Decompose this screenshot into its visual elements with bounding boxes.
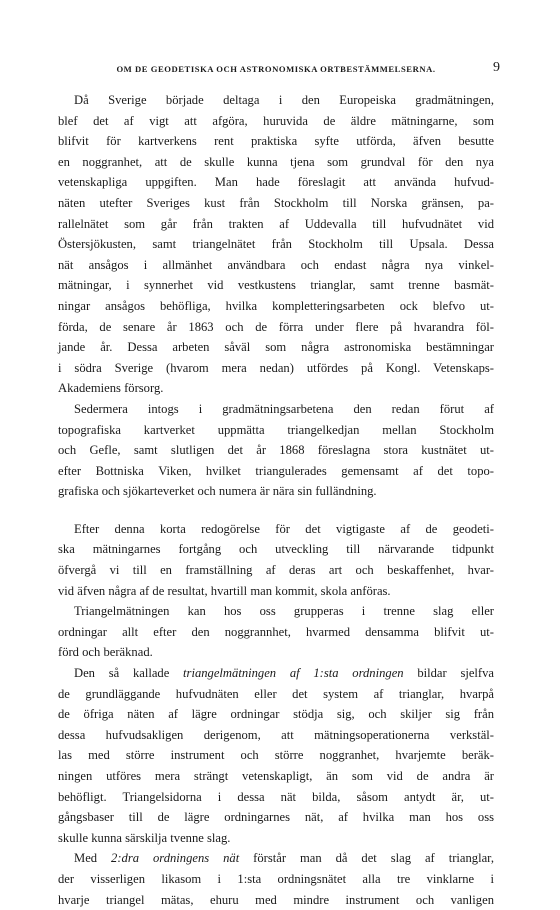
running-title: OM DE GEODETISKA OCH ASTRONOMISKA ORTBESTÄMMELSERNA.: [116, 64, 436, 74]
text-line: de öfriga näten af lägre ordningar stödja sig, och skiljer sig från: [58, 707, 494, 722]
text-line: förda, de senare år 1863 och de förra under flere på hvarandra föl-: [58, 319, 494, 334]
running-head: [58, 60, 500, 80]
text-line: grafiska och sjökarteverket och numera är nära sin fulländning.: [58, 484, 377, 499]
text-run: bildar sjelfva: [403, 666, 495, 681]
text-line: i södra Sverige (hvarom mera nedan) utfördes på Kongl. Vetenskaps-: [58, 360, 494, 375]
text-line: vetenskapliga uppgiften. Man hade föreslagit att använda hufvud-: [58, 175, 494, 190]
text-line: [58, 848, 494, 869]
text-line: och Gefle, samt slutligen det år 1868 föreslagna stora kustnätet ut-: [58, 443, 494, 458]
text-line: mätningar, i synnerhet vid vestkustens trianglar, samt trenne basmät-: [58, 278, 494, 293]
text-line: ska mätningarnes fortgång och utveckling till närvarande tidpunkt: [58, 542, 494, 557]
paragraph-6: [58, 848, 494, 910]
section-break: [58, 502, 494, 519]
paragraph-4: [58, 601, 494, 663]
text-line: jande år. Dessa arbeten såväl som några astronomiska bestämningar: [58, 340, 494, 355]
text-line: ningen utföres mera strängt vetenskapligt, än som vid de andra är: [58, 769, 494, 783]
text-line: efter Bottniska Viken, hvilket triangulerades gemensamt af det topo-: [58, 463, 494, 478]
text-line: Akademiens försorg.: [58, 381, 164, 396]
text-line: öfvergå vi till en framställning af deras art och beskaffenhet, hvar-: [58, 563, 494, 578]
text-line: näten utefter Sveriges kust från Stockholm till Norska gränsen, pa-: [58, 195, 494, 210]
text-line: topografiska kartverket uppmätta triangelkedjan mellan Stockholm: [58, 422, 494, 437]
text-line: gångsbaser till de lägre ordningarnes nät, af hvilka man hos oss: [58, 810, 494, 825]
text-line: [58, 663, 494, 684]
text-line: vid äfven några af de resultat, hvartill man kommit, skola anföras.: [58, 583, 391, 598]
text-run: Med: [74, 851, 112, 866]
paragraph-5: [58, 663, 494, 848]
book-page: [58, 60, 500, 910]
paragraph-3: [58, 519, 494, 601]
page-number: 9: [493, 60, 500, 75]
emphasis-term: triangelmätningen af 1:sta ordningen: [183, 666, 404, 681]
text-run: Den så kallade: [74, 666, 184, 681]
text-line: förd och beräknad.: [58, 645, 153, 660]
text-line: dessa hufvudsakligen derigenom, att mätningsoperationerna verkstäl-: [58, 727, 494, 742]
text-line: Sedermera intogs i gradmätningsarbetena den redan förut af: [74, 401, 494, 416]
text-line: blef det af vigt att afgöra, huruvida de äldre mätningarne, som: [58, 113, 494, 128]
text-line: skulle kunna särskilja tvenne slag.: [58, 830, 231, 845]
text-line: ningar ansågos behöfliga, hvilka kompletteringsarbeten ock blefvo ut-: [58, 298, 494, 313]
text-line: der visserligen likasom i 1:sta ordningsnätet alla tre vinklarne i: [58, 871, 494, 886]
text-line: ordningar allt efter den noggrannhet, hvarmed densamma blifvit ut-: [58, 624, 494, 639]
text-line: las med större instrument och större noggranhet, hvarjemte beräk-: [58, 748, 494, 763]
text-line: en noggranhet, att de skulle kunna tjena som grundval för den nya: [58, 154, 494, 169]
text-line: hvarje triangel mätas, ehuru med mindre instrument och vanligen: [58, 892, 494, 907]
text-line: de grundläggande hufvudnäten eller det system af trianglar, hvarpå: [58, 686, 494, 701]
text-line: Då Sverige började deltaga i den Europeiska gradmätningen,: [74, 93, 494, 107]
text-run: förstår man då det slag af trianglar,: [239, 851, 494, 866]
text-line: nät ansågos i allmänhet användbara och endast några nya vinkel-: [58, 257, 494, 272]
page-body: [58, 90, 494, 910]
text-line: Efter denna korta redogörelse för det vigtigaste af de geodeti-: [74, 521, 494, 536]
text-line: rallelnätet som går från trakten af Uddevalla till hufvudnätet vid: [58, 216, 494, 231]
paragraph-2: [58, 399, 494, 502]
emphasis-term: 2:dra ordningens nät: [111, 851, 240, 866]
paragraph-1: [58, 90, 494, 399]
text-line: Östersjökusten, samt triangelnätet från Stockholm till Upsala. Dessa: [58, 237, 494, 252]
text-line: Triangelmätningen kan hos oss grupperas i trenne slag eller: [74, 604, 494, 619]
text-line: behöfligt. Triangelsidorna i dessa nät bilda, såsom antydt är, ut-: [58, 789, 494, 804]
text-line: blifvit för kartverkens rent praktiska syfte utförda, äfven besutte: [58, 134, 494, 149]
